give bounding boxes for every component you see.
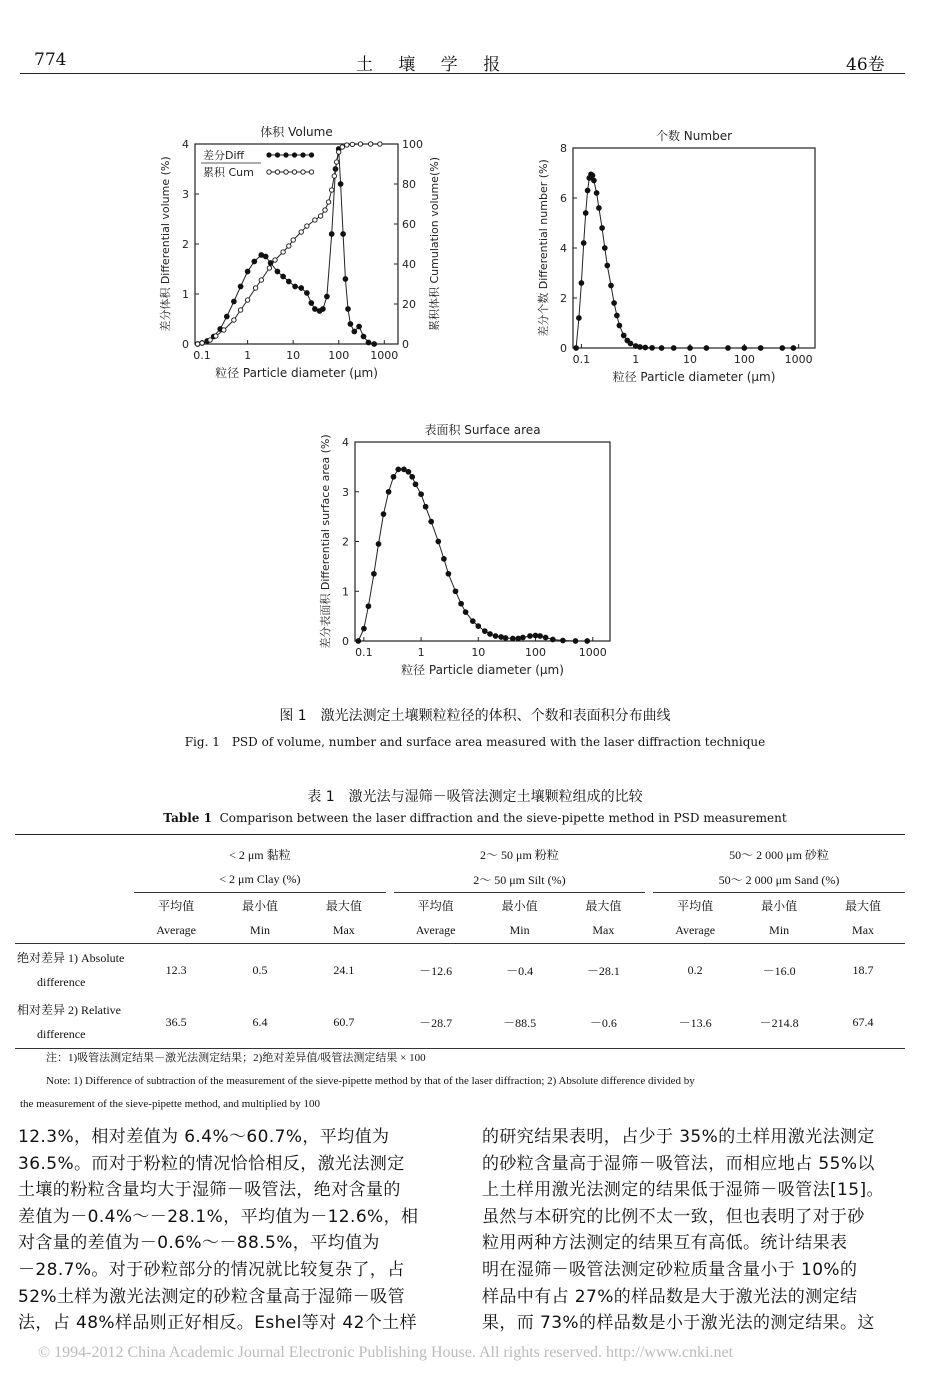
legend-marker [309,153,313,157]
y2-tick-label: 100 [402,138,423,151]
row-header [15,996,134,1049]
data-point [638,345,643,350]
data-point [346,307,351,312]
chart-title: 体积 Volume [260,125,333,139]
x-tick-label: 1 [244,349,252,362]
data-point [742,346,747,351]
table-note-en: Note: 1) Difference of subtraction of the measurement of the sieve-pipette method by that of the laser diffraction; 2) Absolute difference divided by [46,1075,695,1087]
table-cell: －12.6 [419,963,453,978]
column-header-en: Average [653,918,737,944]
column-header-cn: 平均值 [158,899,195,913]
data-point [313,307,318,312]
data-point [406,469,411,474]
y-tick-label: 2 [342,535,349,549]
data-point [459,601,464,606]
data-point [533,633,538,638]
group-gap [386,944,394,997]
body-line: 法，占 48%样品则正好相反。Eshel等对 42个土样 [18,1313,417,1334]
data-point [362,626,367,631]
data-point [341,232,346,237]
silt-group-cn: 2～ 50 μm 粉粒 [480,848,559,862]
data-point [419,492,424,497]
data-point [378,142,382,146]
body-line: 粒用两种方法测定的结果互有高低。统计结果表 [482,1233,848,1254]
legend-marker [292,170,296,174]
data-point [476,624,481,629]
table-corner [15,842,134,867]
data-point [577,316,582,321]
group-gap [645,842,653,867]
column-header-cn: 最小值 [242,899,279,913]
table-cell: －28.7 [394,996,478,1049]
table-cell: －0.6 [561,996,645,1049]
legend-marker [301,153,305,157]
table-corner [15,867,134,893]
column-header-en: Max [821,918,905,944]
data-point [348,322,353,327]
data-point [594,191,599,196]
y-tick-label: 2 [182,238,189,251]
data-point [275,269,280,274]
chart-title: 个数 Number [655,129,733,143]
data-point [446,571,451,576]
data-point [436,539,441,544]
silt-group-en: 2～ 50 μm Silt (%) [394,867,646,893]
table-cell: 18.7 [852,962,874,977]
data-point [273,258,277,262]
column-header-en: Average [134,918,218,944]
x-tick-label: 100 [733,353,755,366]
legend-marker [301,170,305,174]
group-gap [386,893,394,919]
table-cell: －0.4 [506,963,534,978]
data-point [299,230,303,234]
data-point [521,635,526,640]
data-point [499,635,504,640]
data-point [442,557,447,562]
table-cell: 36.5 [134,996,218,1049]
data-point [592,178,597,183]
data-point [293,284,298,289]
series-line [358,469,587,641]
data-point [214,334,218,338]
data-point [318,214,322,218]
data-point [329,232,334,237]
data-point [615,313,620,318]
data-point [245,298,249,302]
legend-marker [284,153,288,157]
x-tick-label: 1 [417,646,425,659]
data-point [291,238,295,242]
data-point [516,636,521,641]
data-point [372,342,377,347]
column-header-cn: 最大值 [845,899,882,913]
data-point [391,474,396,479]
data-point [376,542,381,547]
data-point [573,639,578,644]
group-gap [386,996,394,1049]
column-header-en: Max [561,918,645,944]
data-point [232,299,237,304]
body-line: 上土样用激光法测定的结果低于湿筛－吸管法[15]。 [482,1180,884,1201]
data-point [597,206,602,211]
data-point [200,341,204,345]
x-tick-label: 0.1 [572,353,591,366]
x-tick-label: 0.1 [193,349,211,362]
y-tick-label: 8 [560,142,567,155]
y-tick-label: 4 [342,436,349,449]
data-point [410,474,415,479]
data-point [396,467,401,472]
body-column-left [18,1124,458,1337]
figure-caption-cn: 图 1 激光法测定土壤颗粒粒径的体积、个数和表面积分布曲线 [279,708,671,724]
data-point [286,279,291,284]
data-point [252,259,257,264]
data-point [287,244,291,248]
table-row [15,996,905,1049]
legend-label: 差分Diff [203,149,245,162]
legend-marker [284,170,288,174]
y-tick-label: 2 [560,292,567,305]
data-point [402,467,407,472]
data-point [309,301,314,306]
figure-caption-en: Fig. 1 PSD of volume, number and surface area measured with the laser diffraction technique [184,735,766,749]
data-point [453,589,458,594]
legend-marker [267,153,271,157]
data-point [590,173,595,178]
y-axis-label: 差分表面积 Differential surface area (%) [319,434,332,649]
data-point [337,150,341,154]
x-axis-label: 粒径 Particle diameter (μm) [215,366,378,380]
copyright-watermark: © 1994-2012 China Academic Journal Electronic Publishing House. All rights reserved. http://www.cnki.net [38,1344,733,1361]
table-cell: 67.4 [821,996,905,1049]
column-header-cn: 平均值 [417,899,454,913]
body-line: 的研究结果表明，占少于 35%的土样用激光法测定 [482,1127,875,1147]
data-point [340,145,344,149]
data-point [482,629,487,634]
x-axis-label: 粒径 Particle diameter (μm) [401,663,564,677]
data-point [332,174,336,178]
data-point [345,143,349,147]
data-point [791,346,796,351]
y-tick-label: 0 [342,635,349,648]
group-gap [645,944,653,997]
data-point [356,639,361,644]
data-point [413,482,418,487]
data-point [726,346,731,351]
data-point [368,142,372,146]
data-point [330,188,334,192]
column-header-cn: 最小值 [501,899,538,913]
table-cell: 12.3 [165,962,187,977]
clay-group-en: < 2 μm Clay (%) [134,867,386,893]
body-line: 明在湿筛－吸管法测定砂粒质量含量小于 10%的 [482,1259,858,1280]
body-line: 果，而 73%的样品数是小于激光法的测定结果。这 [482,1313,875,1334]
data-point [609,283,614,288]
y2-tick-label: 0 [402,338,409,351]
body-line: 52%土样为激光法测定的砂粒含量高于湿筛－吸管 [18,1286,405,1307]
data-point [628,341,633,346]
data-point [372,571,377,576]
data-point [350,142,354,146]
y2-tick-label: 20 [402,298,416,311]
data-point [357,324,362,329]
x-tick-label: 1 [632,353,640,366]
data-point [299,286,304,291]
plot-frame [573,148,815,348]
legend-marker [275,170,279,174]
table-title-en-line [0,811,950,825]
series-line [576,174,793,348]
data-point [313,218,317,222]
table-note-cn: 注：1)吸管法测定结果－激光法测定结果；2)绝对差异值/吸管法测定结果 × 100 [46,1052,426,1064]
surface-psd-chart [300,412,620,697]
table-cell: －28.1 [586,963,620,978]
data-point [493,634,498,639]
column-header-en: Min [218,918,302,944]
column-header-en: Min [478,918,562,944]
legend-marker [267,170,271,174]
data-point [208,338,212,342]
body-column-right [482,1124,912,1337]
legend-marker [275,153,279,157]
data-point [600,226,605,231]
table-cell: 24.1 [333,962,355,977]
data-point [671,346,676,351]
data-point [323,208,327,212]
body-line: －28.7%。对于砂粒部分的情况就比较复杂了，占 [18,1259,405,1280]
legend-marker [292,153,296,157]
data-point [463,610,468,615]
data-point [583,211,588,216]
group-gap [645,918,653,944]
column-header-cn: 最大值 [585,899,622,913]
header-rule [20,73,905,74]
column-header-cn: 平均值 [677,899,714,913]
data-point [338,182,343,187]
table-cell: 0.5 [252,962,268,977]
y2-axis-label: 累积体积 Cumulation volume(%) [428,157,441,331]
clay-group-cn: < 2 μm 黏粒 [229,848,291,862]
y2-tick-label: 60 [402,218,416,231]
data-point [621,333,626,338]
data-point [386,489,391,494]
table-title-en: Comparison between the laser diffraction and the sieve-pipette method in PSD measurement [219,811,787,825]
row-label: difference [37,1027,86,1041]
data-point [561,638,566,643]
data-point [585,188,590,193]
page-number: 774 [34,50,67,70]
data-point [617,323,622,328]
data-point [222,328,226,332]
y-tick-label: 4 [560,242,567,255]
body-line: 土壤的粉粒含量均大于湿筛－吸管法，绝对含量的 [18,1180,401,1201]
body-line: 样品中有占 27%的样品数是大于激光法的测定结 [482,1286,858,1307]
table-title-cn: 表 1 激光法与湿筛－吸管法测定土壤颗粒组成的比较 [307,789,643,805]
column-header-en: Max [302,918,386,944]
data-point [488,632,493,637]
data-point [305,291,310,296]
group-gap [645,867,653,893]
data-point [238,308,242,312]
data-point [688,346,693,351]
data-point [579,281,584,286]
y-tick-label: 4 [182,138,189,151]
table-cell: －88.5 [478,996,562,1049]
data-point [423,504,428,509]
table-cell: －214.8 [737,996,821,1049]
column-header-cn: 最小值 [761,899,798,913]
data-point [758,346,763,351]
data-point [612,301,617,306]
data-point [503,636,508,641]
data-point [510,636,515,641]
data-point [550,637,555,642]
row-label: difference [37,975,86,989]
data-point [602,246,607,251]
x-tick-label: 1000 [370,349,399,362]
y-tick-label: 3 [342,485,349,499]
data-point [305,224,309,228]
x-tick-label: 1000 [784,353,813,366]
data-point [238,284,243,289]
data-point [352,329,357,334]
data-point [325,294,330,299]
data-point [643,345,648,350]
data-point [343,277,348,282]
legend-marker [309,170,313,174]
data-point [326,200,330,204]
data-point [321,307,326,312]
data-point [281,250,285,254]
data-point [605,263,610,268]
y-axis-label: 差分个数 Differential number (%) [537,159,550,337]
volume-label: 46卷 [846,55,885,75]
y-tick-label: 0 [182,338,189,351]
sand-group-cn: 50～ 2 000 μm 砂粒 [729,848,829,862]
body-line: 虽然与本研究的比例不太一致，但也表明了对于砂 [482,1206,865,1227]
table-top-rule [15,834,905,835]
chart-title: 表面积 Surface area [424,423,541,437]
x-tick-label: 0.1 [355,646,373,659]
data-point [366,604,371,609]
data-point [429,519,434,524]
table-cell: 60.7 [302,996,386,1049]
data-point [263,254,268,259]
y-tick-label: 6 [560,192,567,205]
data-point [574,346,579,351]
column-header-cn: 最大值 [325,899,362,913]
y-tick-label: 1 [342,585,349,599]
row-label: 相对差异 2) Relative [17,1003,121,1017]
table-cell: 6.4 [218,996,302,1049]
data-point [195,342,199,346]
table-corner [15,918,134,944]
y-tick-label: 3 [182,188,189,201]
column-header-en: Min [737,918,821,944]
table-label: Table 1 [163,811,212,825]
row-label: 绝对差异 1) Absolute [17,951,125,965]
data-point [232,318,236,322]
x-tick-label: 100 [328,349,350,362]
data-point [334,160,338,164]
sand-group-en: 50～ 2 000 μm Sand (%) [653,867,905,893]
table-note-en-cont: the measurement of the sieve-pipette method, and multiplied by 100 [20,1098,320,1110]
data-point [659,346,664,351]
data-point [528,634,533,639]
table-cell: －13.6 [653,996,737,1049]
x-axis-label: 粒径 Particle diameter (μm) [612,370,776,384]
data-point [253,286,257,290]
x-tick-label: 10 [286,349,301,362]
data-point [585,639,590,644]
data-point [224,314,229,319]
group-gap [386,842,394,867]
data-point [259,278,263,282]
data-point [538,634,543,639]
table-cell: －16.0 [762,963,796,978]
x-tick-label: 1000 [578,646,607,659]
table-row [15,944,905,997]
body-line: 12.3%，相对差值为 6.4%～60.7%，平均值为 [18,1127,390,1147]
body-line: 对含量的差值为－0.6%～－88.5%，平均值为 [18,1233,380,1254]
volume-psd-chart [140,112,470,397]
data-point [358,142,362,146]
data-point [470,619,475,624]
number-psd-chart [525,118,825,398]
data-point [245,269,250,274]
data-point [381,512,386,517]
data-point [780,346,785,351]
row-header [15,944,134,997]
table-corner [15,893,134,919]
group-gap [386,867,394,893]
x-tick-label: 10 [471,646,486,659]
group-gap [645,893,653,919]
body-line: 的砂粒含量高于湿筛－吸管法，而相应地占 55%以 [482,1153,875,1174]
column-header-en: Average [394,918,478,944]
y2-tick-label: 80 [402,178,416,191]
body-line: 36.5%。而对于粉粒的情况恰恰相反，激光法测定 [18,1153,405,1174]
comparison-table [15,842,905,1049]
y-tick-label: 1 [182,288,189,301]
group-gap [645,996,653,1049]
body-line: 差值为－0.4%～－28.1%，平均值为－12.6%，相 [18,1206,419,1227]
data-point [366,340,371,345]
y-axis-label: 差分体积 Differential volume (%) [159,156,172,332]
data-point [267,266,271,270]
data-point [281,274,286,279]
data-point [543,635,548,640]
data-point [581,241,586,246]
plot-frame [355,442,610,641]
data-point [361,334,366,339]
table-cell: 0.2 [687,962,703,977]
y-tick-label: 0 [560,342,567,355]
x-tick-label: 100 [525,646,547,659]
y2-tick-label: 40 [402,258,416,271]
group-gap [386,918,394,944]
data-point [650,345,655,350]
legend-label: 累积 Cum [203,166,254,179]
journal-title: 土 壤 学 报 [356,55,511,75]
x-tick-label: 10 [683,353,698,366]
data-point [704,346,709,351]
